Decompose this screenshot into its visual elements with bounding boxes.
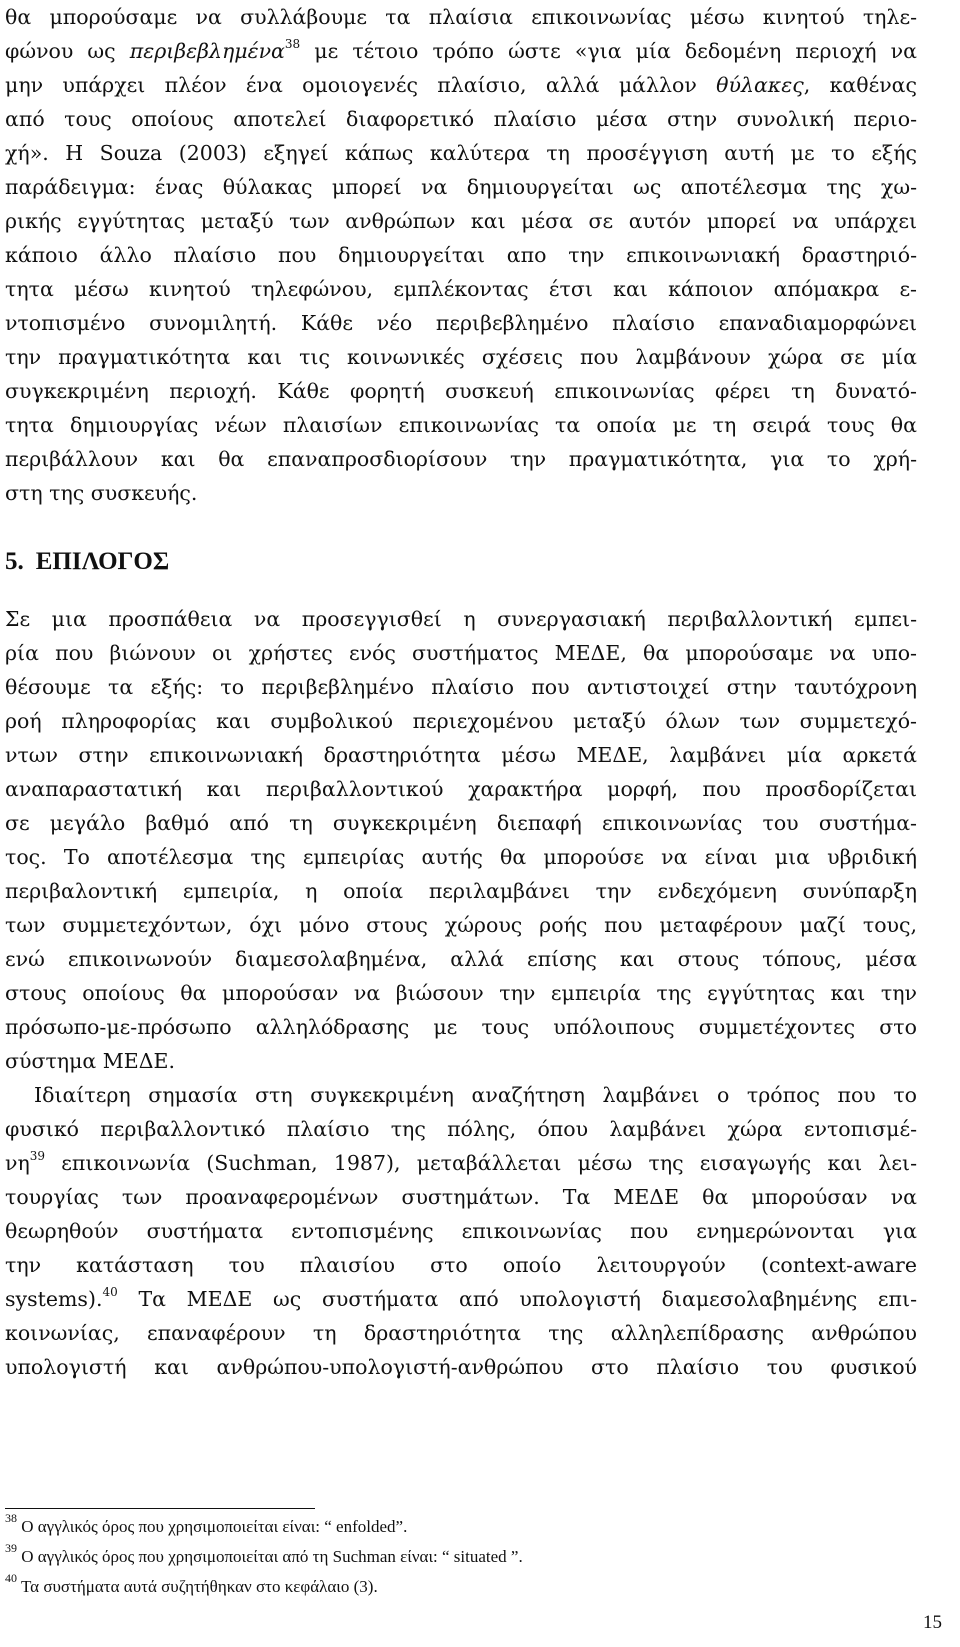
text-line: θα μπορούσαμε να συλλάβουμε τα πλαίσια επικοινωνίας μέσω κινητού τηλε- — [5, 5, 917, 29]
text-line: περιβάλλουν και θα επαναπροσδιορίσουν την πραγματικότητα, για το χρή- — [5, 447, 917, 471]
footnote-39 — [5, 1542, 905, 1572]
text-line: θέσουμε τα εξής: το περιβεβλημένο πλαίσιο που αντιστοιχεί στην ταυτόχρονη — [5, 675, 917, 699]
text-line: των συμμετεχόντων, όχι μόνο στους χώρους ροής που μεταφέρουν μαζί τους, — [5, 913, 917, 937]
footnote-number: 39 — [5, 1541, 17, 1556]
text-line: τητα μέσω κινητού τηλεφώνου, εμπλέκοντας έτσι και κάποιον απόμακρα ε- — [5, 277, 917, 301]
footnote-separator — [5, 1508, 315, 1509]
paragraph-situated-communication — [5, 1078, 917, 1384]
footnote-ref-38: 38 — [284, 37, 301, 52]
italic-term: θύλακες — [716, 73, 804, 97]
text-line: κοινωνίας, επαναφέρουν τη δραστηριότητα της αλληλεπίδρασης ανθρώπου — [5, 1321, 917, 1345]
text-line: πρόσωπο-με-πρόσωπο αλληλόδρασης με τους υπόλοιπους συμμετέχοντες στο — [5, 1015, 917, 1039]
text-line: Σε μια προσπάθεια να προσεγγισθεί η συνεργασιακή περιβαλλοντική εμπει- — [5, 607, 917, 631]
text-line: στους οποίους θα μπορούσαν να βιώσουν την εμπειρία της εγγύτητας και την — [5, 981, 917, 1005]
footnote-40 — [5, 1572, 905, 1602]
text-line: κάποιο άλλο πλαίσιο που δημιουργείται απο την επικοινωνιακή δραστηριό- — [5, 243, 917, 267]
section-heading — [5, 545, 169, 579]
text-line: περιβαλοντική εμπειρία, η οποία περιλαμβάνει την ενδεχόμενη συνύπαρξη — [5, 879, 917, 903]
text-line: τος. Το αποτέλεσμα της εμπειρίας αυτής θα μπορούσε να είναι μια υβριδική — [5, 845, 917, 869]
page-number: 15 — [923, 1612, 942, 1633]
text-line: ρικής εγγύτητας μεταξύ των ανθρώπων και μέσα σε αυτόν μπορεί να υπάρχει — [5, 209, 917, 233]
footnote-text: Ο αγγλικός όρος που χρησιμοποιείται είναι: “ enfolded”. — [21, 1517, 408, 1536]
paragraph-epilogue — [5, 602, 917, 1078]
text-line: υπολογιστή και ανθρώπου-υπολογιστή-ανθρώπου στο πλαίσιο του φυσικού — [5, 1355, 917, 1379]
text-line: παράδειγμα: ένας θύλακας μπορεί να δημιουργείται ως αποτέλεσμα της χω- — [5, 175, 917, 199]
text-run: φώνου ως — [5, 39, 130, 63]
text-run: , καθένας — [803, 73, 917, 97]
text-line: θεωρηθούν συστήματα εντοπισμένης επικοινωνίας που ενημερώνονται για — [5, 1219, 917, 1243]
text-run: επικοινωνία (Suchman, 1987), μεταβάλλεται μέσω της εισαγωγής και λει- — [45, 1151, 917, 1175]
text-line: φυσικό περιβαλλοντικό πλαίσιο της πόλης, όπου λαμβάνει χώρα εντοπισμέ- — [5, 1117, 917, 1141]
text-line: τητα δημιουργίας νέων πλαισίων επικοινωνίας τα οποία με τη σειρά τους θα — [5, 413, 917, 437]
footnote-number: 40 — [5, 1571, 17, 1586]
italic-term: περιβεβλημένα — [129, 39, 285, 63]
paragraph-context-enfolded — [5, 0, 917, 510]
footnote-number: 38 — [5, 1511, 17, 1526]
footnote-ref-39: 39 — [29, 1149, 46, 1164]
text-line — [5, 1282, 917, 1316]
text-line: χή». Η Souza (2003) εξηγεί κάπως καλύτερα τη προσέγγιση αυτή με το εξής — [5, 141, 917, 165]
text-line — [5, 68, 917, 102]
footnotes — [5, 1512, 905, 1602]
footnote-ref-40: 40 — [102, 1285, 118, 1300]
section-number: 5. — [5, 548, 24, 575]
text-run: Τα ΜΕΔΕ ως συστήματα από υπολογιστή διαμεσολαβημένης επι- — [117, 1287, 917, 1311]
text-run: μην υπάρχει πλέον ένα ομοιογενές πλαίσιο, αλλά μάλλον — [5, 73, 717, 97]
text-line: ενώ επικοινωνούν διαμεσολαβημένα, αλλά επίσης και στους τόπους, μέσα — [5, 947, 917, 971]
text-line: σε μεγάλο βαθμό από τη συγκεκριμένη διεπαφή επικοινωνίας του συστήμα- — [5, 811, 917, 835]
text-run: νη — [5, 1151, 30, 1175]
text-line: ρία που βιώνουν οι χρήστες ενός συστήματος ΜΕΔΕ, θα μπορούσαμε να υπο- — [5, 641, 917, 665]
text-run: systems). — [5, 1287, 103, 1311]
text-line: συγκεκριμένη περιοχή. Κάθε φορητή συσκευή επικοινωνίας φέρει τη δυνατό- — [5, 379, 917, 403]
text-line: στη της συσκευής. — [5, 481, 198, 505]
text-line: αναπαραστατική και περιβαλλοντικού χαρακτήρα μορφή, που προσδορίζεται — [5, 777, 917, 801]
text-run: με τέτοιο τρόπο ώστε «για μία δεδομένη περιοχή να — [300, 39, 917, 63]
text-line: ροή πληροφορίας και συμβολικού περιεχομένου μεταξύ όλων των συμμετεχό- — [5, 709, 917, 733]
text-line: ντων στην επικοινωνιακή δραστηριότητα μέσω ΜΕΔΕ, λαμβάνει μία αρκετά — [5, 743, 917, 767]
footnote-text: Ο αγγλικός όρος που χρησιμοποιείται από τη Suchman είναι: “ situated ”. — [21, 1547, 523, 1566]
text-line: την κατάσταση του πλαισίου στο οποίο λειτουργούν (context-aware — [5, 1253, 917, 1277]
text-line — [5, 34, 917, 68]
text-line: Ιδιαίτερη σημασία στη συγκεκριμένη αναζήτηση λαμβάνει ο τρόπος που το — [34, 1083, 917, 1107]
text-line — [5, 1146, 917, 1180]
text-line: ντοπισμένο συνομιλητή. Κάθε νέο περιβεβλημένο πλαίσιο επαναδιαμορφώνει — [5, 311, 917, 335]
text-line: την πραγματικότητα και τις κοινωνικές σχέσεις που λαμβάνουν χώρα σε μία — [5, 345, 917, 369]
section-title: ΕΠΙΛΟΓΟΣ — [35, 548, 170, 575]
text-line: σύστημα ΜΕΔΕ. — [5, 1049, 175, 1073]
footnote-38 — [5, 1512, 905, 1542]
text-line: από τους οποίους αποτελεί διαφορετικό πλαίσιο μέσα στην συνολική περιο- — [5, 107, 917, 131]
text-line: τουργίας των προαναφερομένων συστημάτων. Τα ΜΕΔΕ θα μπορούσαν να — [5, 1185, 917, 1209]
footnote-text: Τα συστήματα αυτά συζητήθηκαν στο κεφάλαιο (3). — [20, 1577, 378, 1596]
